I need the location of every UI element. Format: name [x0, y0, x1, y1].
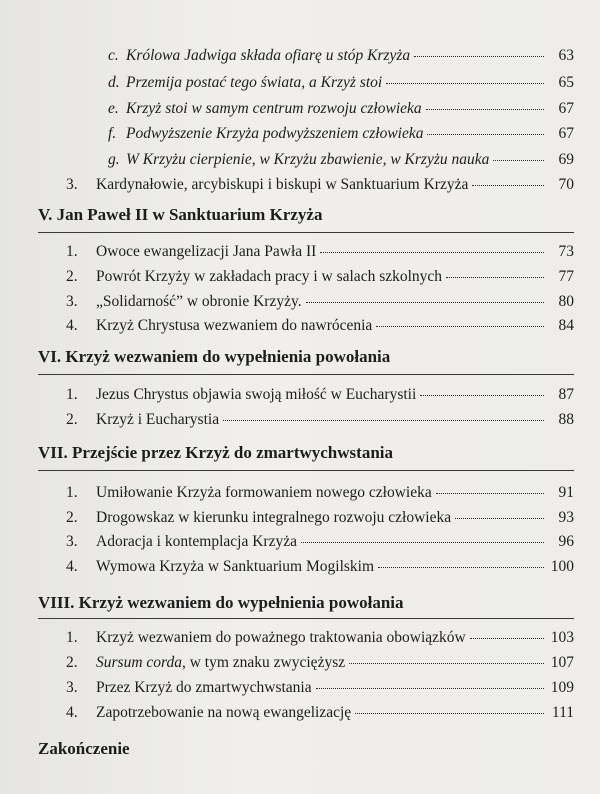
entry-label: 4.: [66, 558, 78, 575]
dot-leader: [349, 663, 544, 664]
dot-leader: [472, 185, 544, 186]
entry-page: 65: [558, 74, 574, 91]
section-heading: VI. Krzyż wezwaniem do wypełnienia powołania: [38, 347, 391, 366]
entry-page: 77: [558, 268, 574, 285]
entry-title: Kardynałowie, arcybiskupi i biskupi w Sanktuarium Krzyża: [96, 176, 469, 193]
entry-label: 1.: [66, 243, 78, 260]
entry-label: 2.: [66, 654, 78, 671]
toc-entry: [66, 532, 574, 552]
entry-title-italic: Sursum corda: [96, 654, 182, 671]
section-divider: [38, 374, 574, 375]
entry-title: Drogowskaz w kierunku integralnego rozwoju człowieka: [96, 509, 452, 526]
closing-heading: Zakończenie: [38, 739, 130, 758]
dot-leader: [378, 567, 544, 568]
entry-label: 2.: [66, 411, 78, 428]
entry-title: W Krzyżu cierpienie, w Krzyżu zbawienie, w Krzyżu nauka: [126, 151, 490, 168]
entry-label: 3.: [66, 679, 78, 696]
entry-page: 70: [558, 176, 574, 193]
toc-entry: [66, 385, 574, 405]
dot-leader: [455, 518, 544, 519]
toc-entry: [108, 73, 574, 93]
toc-entry: [66, 628, 574, 648]
entry-label: 3.: [66, 533, 78, 550]
entry-title: Zapotrzebowanie na nową ewangelizację: [96, 704, 352, 721]
toc-entry: [66, 678, 574, 698]
dot-leader: [306, 302, 544, 303]
entry-title: Krzyż Chrystusa wezwaniem do nawrócenia: [96, 317, 373, 334]
entry-label: 2.: [66, 509, 78, 526]
entry-page: 88: [558, 411, 574, 428]
entry-page: 100: [550, 558, 574, 575]
entry-label: 3.: [66, 176, 78, 193]
entry-title: Adoracja i kontemplacja Krzyża: [96, 533, 297, 550]
entry-title: Umiłowanie Krzyża formowaniem nowego człowieka: [96, 484, 432, 501]
toc-entry: [66, 410, 574, 430]
entry-title: Powrót Krzyży w zakładach pracy i w salach szkolnych: [96, 268, 443, 285]
entry-page: 69: [558, 151, 574, 168]
dot-leader: [376, 326, 544, 327]
toc-entry: [66, 653, 574, 673]
entry-title: Krzyż i Eucharystia: [96, 411, 220, 428]
entry-label: 1.: [66, 386, 78, 403]
toc-entry: [66, 292, 574, 312]
toc-entry: [66, 316, 574, 336]
toc-entry: [108, 46, 574, 66]
entry-label: f.: [108, 125, 117, 142]
entry-page: 80: [558, 293, 574, 310]
toc-entry: [66, 508, 574, 528]
entry-label: 4.: [66, 704, 78, 721]
entry-label: 2.: [66, 268, 78, 285]
section-divider: [38, 618, 574, 619]
entry-page: 84: [558, 317, 574, 334]
entry-label: 4.: [66, 317, 78, 334]
entry-title: Wymowa Krzyża w Sanktuarium Mogilskim: [96, 558, 375, 575]
toc-entry: [108, 124, 574, 144]
entry-page: 73: [558, 243, 574, 260]
section-divider: [38, 232, 574, 233]
dot-leader: [301, 542, 544, 543]
entry-title: Przez Krzyż do zmartwychwstania: [96, 679, 312, 696]
entry-page: 103: [550, 629, 574, 646]
toc-entry: [66, 267, 574, 287]
dot-leader: [320, 252, 544, 253]
entry-page: 93: [558, 509, 574, 526]
entry-title: „Solidarność” w obronie Krzyży.: [96, 293, 302, 310]
entry-label: 1.: [66, 629, 78, 646]
section-heading: VIII. Krzyż wezwaniem do wypełnienia powołania: [38, 593, 404, 612]
entry-title: Jezus Chrystus objawia swoją miłość w Eucharystii: [96, 386, 417, 403]
toc-entry: [66, 242, 574, 262]
toc-entry: [66, 557, 574, 577]
section-heading: VII. Przejście przez Krzyż do zmartwychwstania: [38, 443, 393, 462]
entry-page: 109: [550, 679, 574, 696]
entry-label: 1.: [66, 484, 78, 501]
entry-title: Owoce ewangelizacji Jana Pawła II: [96, 243, 317, 260]
dot-leader: [436, 493, 544, 494]
entry-label: g.: [108, 151, 120, 168]
dot-leader: [355, 713, 544, 714]
dot-leader: [386, 83, 544, 84]
entry-page: 63: [558, 47, 574, 64]
dot-leader: [420, 395, 544, 396]
entry-page: 107: [550, 654, 574, 671]
dot-leader: [426, 109, 544, 110]
toc-entry: [108, 99, 574, 119]
dot-leader: [414, 56, 544, 57]
dot-leader: [427, 134, 544, 135]
entry-title: Królowa Jadwiga składa ofiarę u stóp Krzyża: [126, 47, 411, 64]
dot-leader: [493, 160, 544, 161]
section-divider: [38, 470, 574, 471]
entry-label: e.: [108, 100, 119, 117]
dot-leader: [446, 277, 544, 278]
entry-label: c.: [108, 47, 119, 64]
toc-entry: [66, 175, 574, 195]
entry-page: 67: [558, 100, 574, 117]
entry-title: Krzyż wezwaniem do poważnego traktowania obowiązków: [96, 629, 466, 646]
entry-title: Przemija postać tego świata, a Krzyż stoi: [126, 74, 383, 91]
entry-title: [96, 653, 345, 673]
entry-title: Podwyższenie Krzyża podwyższeniem człowieka: [126, 125, 424, 142]
section-heading: V. Jan Paweł II w Sanktuarium Krzyża: [38, 205, 323, 224]
entry-page: 91: [558, 484, 574, 501]
entry-label: 3.: [66, 293, 78, 310]
entry-page: 96: [558, 533, 574, 550]
entry-page: 67: [558, 125, 574, 142]
toc-entry: [108, 150, 574, 170]
toc-entry: [66, 483, 574, 503]
dot-leader: [316, 688, 544, 689]
entry-title-rest: , w tym znaku zwyciężysz: [181, 654, 346, 671]
entry-title: Krzyż stoi w samym centrum rozwoju człowieka: [126, 100, 422, 117]
entry-label: d.: [108, 74, 120, 91]
dot-leader: [223, 420, 544, 421]
entry-page: 87: [558, 386, 574, 403]
entry-page: 111: [551, 704, 574, 721]
toc-entry: [66, 703, 574, 723]
dot-leader: [470, 638, 544, 639]
